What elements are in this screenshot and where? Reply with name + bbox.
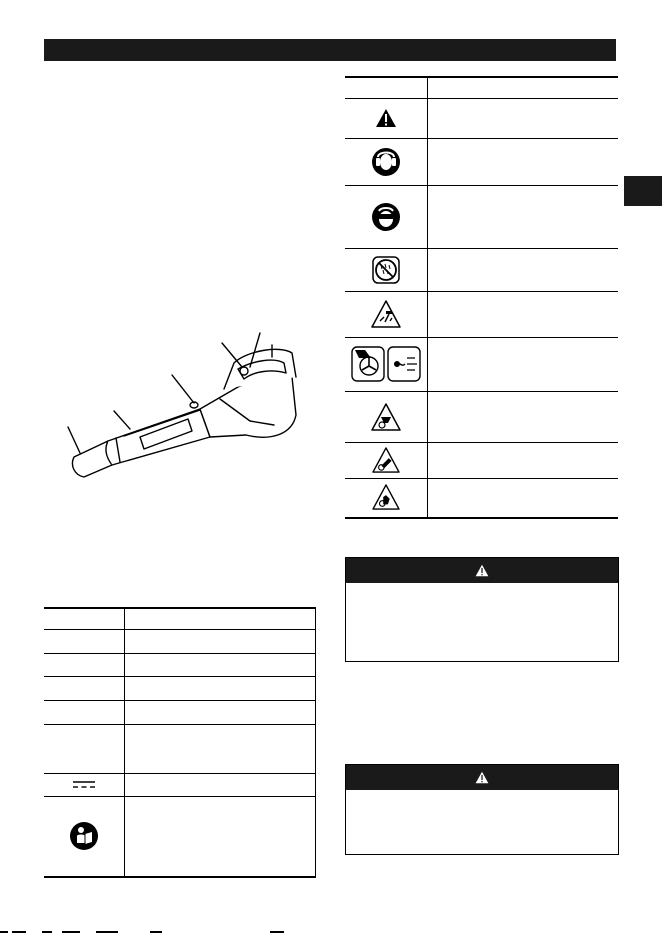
read-manual-icon <box>44 797 124 874</box>
warning-triangle-icon <box>475 771 489 784</box>
dc-current-icon <box>44 773 124 796</box>
fan-hazard-and-airflow-icons <box>345 337 427 391</box>
blower-illustration <box>60 325 310 485</box>
warning-box-2-header <box>346 765 618 790</box>
keep-bystanders-away-icon <box>345 391 427 442</box>
warning-triangle-icon <box>345 98 427 138</box>
flying-objects-icon <box>345 291 427 337</box>
ear-protection-icon <box>345 138 427 185</box>
hand-hazard-icon <box>345 442 427 478</box>
no-rain-icon <box>345 248 427 291</box>
glove-icon <box>345 478 427 515</box>
side-language-tab <box>624 176 662 206</box>
cropped-footer-text <box>0 920 662 933</box>
specification-table <box>44 607 316 878</box>
warning-box-1 <box>345 557 619 662</box>
section-header-bar <box>44 39 616 61</box>
warning-box-1-header <box>346 558 618 583</box>
eye-face-protection-icon <box>345 185 427 248</box>
warning-triangle-icon <box>475 564 489 577</box>
warning-box-2 <box>345 764 619 855</box>
safety-symbol-table <box>345 76 618 519</box>
